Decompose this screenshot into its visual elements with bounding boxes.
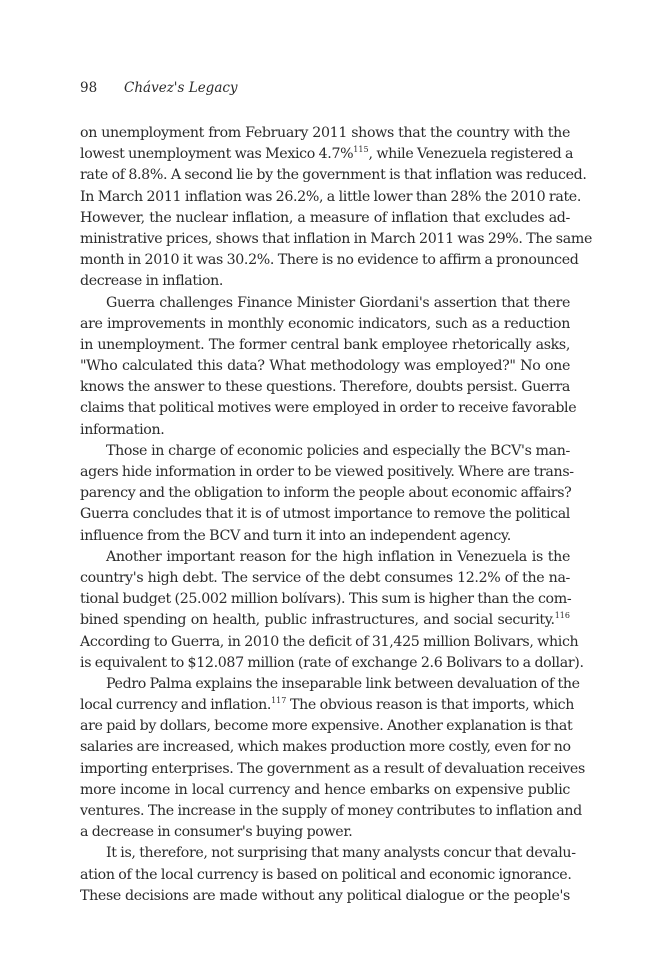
text-line: bined spending on health, public infrastructures, and social security.$^{116}$	[80, 611, 570, 629]
text-line: more income in local currency and hence embarks on expensive public	[80, 781, 570, 798]
text-line: on unemployment from February 2011 shows that the country with the	[80, 125, 570, 141]
text-line: claims that political motives were employed in order to receive favorable	[80, 400, 577, 417]
text-line: tional budget (25.002 million bolívars). This sum is higher than the com-	[80, 591, 572, 608]
text-line: "Who calculated this data? What methodology was employed?" No one	[80, 358, 570, 375]
paragraph	[80, 843, 576, 907]
text-line: a decrease in consumer's buying power.	[80, 824, 353, 841]
text-line: parency and the obligation to inform the people about economic affairs?	[80, 485, 572, 502]
footnote-reference: 116	[554, 611, 570, 621]
text-line: are paid by dollars, become more expensive. Another explanation is that	[80, 718, 573, 735]
text-line: agers hide information in order to be viewed positively. Where are trans-	[80, 464, 574, 480]
running-head	[80, 80, 238, 96]
text-line: In March 2011 inflation was 26.2%, a little lower than 28% the 2010 rate.	[80, 188, 582, 205]
text-line: ministrative prices, shows that inflation in March 2011 was 29%. The same	[80, 230, 592, 247]
paragraph	[80, 547, 584, 674]
footnote-reference: 115	[353, 145, 369, 155]
text-line: Guerra concludes that it is of utmost importance to remove the political	[80, 506, 570, 523]
text-line: local currency and inflation.$^{117}$ The obvious reason is that imports, which	[80, 696, 575, 714]
text-line: influence from the BCV and turn it into an independent agency.	[80, 527, 511, 544]
text-line: month in 2010 it was 30.2%. There is no evidence to affirm a pronounced	[80, 252, 579, 269]
text-line: are improvements in monthly economic indicators, such as a reduction	[80, 315, 570, 332]
text-line: in unemployment. The former central bank employee rhetorically asks,	[80, 336, 570, 353]
text-line: Those in charge of economic policies and especially the BCV's man-	[106, 442, 570, 459]
text-line: is equivalent to $12.087 million (rate of exchange 2.6 Bolivars to a dollar).	[80, 654, 584, 671]
text-line: salaries are increased, which makes production more costly, even for no	[80, 739, 571, 756]
text-line: Guerra challenges Finance Minister Giordani's assertion that there	[106, 294, 570, 311]
text-line: However, the nuclear inflation, a measure of inflation that excludes ad-	[80, 209, 570, 226]
text-line: ation of the local currency is based on political and economic ignorance.	[80, 866, 572, 883]
text-line: It is, therefore, not surprising that many analysts concur that devalu-	[106, 845, 576, 862]
text-line: These decisions are made without any political dialogue or the people's	[80, 887, 570, 904]
paragraph	[80, 674, 585, 844]
text-line: knows the answer to these questions. Therefore, doubts persist. Guerra	[80, 379, 570, 396]
page-number: 98	[80, 80, 98, 96]
body-text	[80, 123, 592, 907]
text-line: Pedro Palma explains the inseparable link between devaluation of the	[106, 675, 580, 692]
book-title: Chávez's Legacy	[124, 80, 238, 96]
paragraph	[80, 123, 592, 293]
text-line: importing enterprises. The government as a result of devaluation receives	[80, 760, 585, 777]
footnote-reference: 117	[271, 696, 287, 706]
text-line: decrease in inflation.	[80, 273, 224, 290]
text-line: ventures. The increase in the supply of money contributes to inflation and	[80, 803, 582, 819]
paragraph	[80, 293, 577, 441]
text-line: According to Guerra, in 2010 the deficit of 31,425 million Bolivars, which	[80, 633, 579, 650]
text-line: country's high debt. The service of the debt consumes 12.2% of the na-	[80, 569, 570, 586]
text-line: information.	[80, 421, 165, 438]
text-line: lowest unemployment was Mexico 4.7%$^{115}$, while Venezuela registered a	[80, 145, 574, 163]
text-line: rate of 8.8%. A second lie by the government is that inflation was reduced.	[80, 167, 587, 184]
text-line: Another important reason for the high inflation in Venezuela is the	[106, 548, 570, 565]
paragraph	[80, 441, 574, 547]
